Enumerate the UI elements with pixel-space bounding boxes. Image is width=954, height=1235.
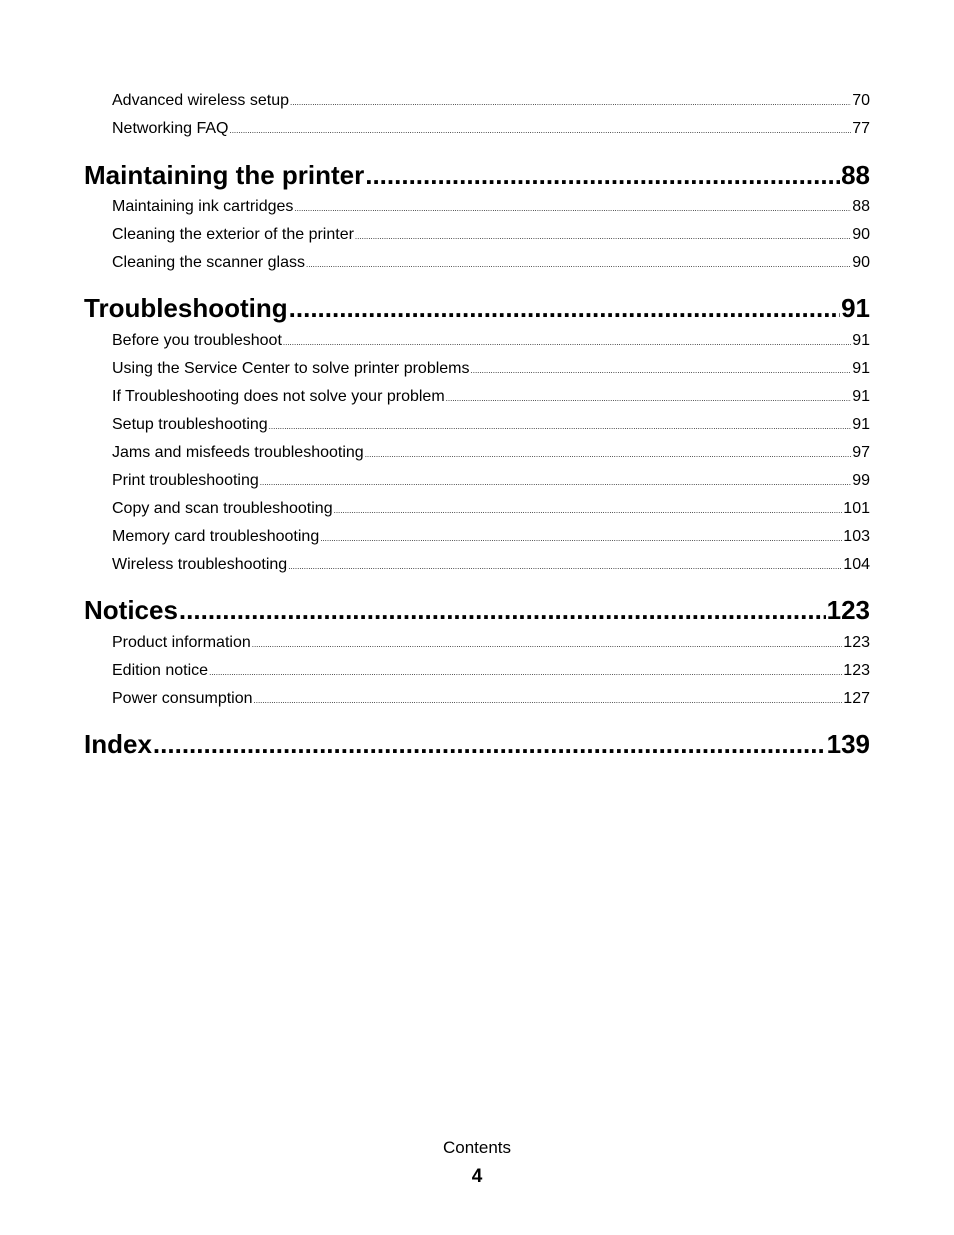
toc-entry[interactable] (112, 358, 870, 380)
toc-chapter-title: Maintaining the printer (84, 160, 365, 190)
toc-entry-title: Setup troubleshooting (112, 416, 268, 433)
toc-entry-title: Product information (112, 634, 251, 651)
toc-entry-page: 104 (843, 556, 870, 573)
toc-entry-page: 123 (843, 634, 870, 651)
toc-entry[interactable] (112, 386, 870, 408)
toc-entry-page: 91 (852, 416, 870, 433)
dot-leader (229, 120, 851, 140)
toc-entry[interactable] (112, 330, 870, 352)
toc-entry-page: 99 (852, 472, 870, 489)
toc-entry[interactable] (112, 688, 870, 710)
toc-entry-page: 123 (843, 662, 870, 679)
toc-entry[interactable] (112, 118, 870, 140)
toc-entry-title: Edition notice (112, 662, 209, 679)
toc-entry-page: 101 (843, 500, 870, 517)
toc-entry-title: Cleaning the scanner glass (112, 254, 306, 271)
toc-entry-title: Advanced wireless setup (112, 92, 289, 109)
toc-chapter[interactable] (84, 158, 870, 192)
toc-entry[interactable] (112, 498, 870, 520)
toc-entry-title: Power consumption (112, 690, 253, 707)
toc-entry[interactable] (112, 224, 870, 246)
toc-chapter[interactable] (84, 593, 870, 627)
toc-entry[interactable] (112, 554, 870, 576)
dot-leader (289, 291, 840, 325)
dot-leader (355, 226, 851, 246)
toc-entry-title: Before you troubleshoot (112, 332, 282, 349)
toc-chapter-title: Notices (84, 595, 178, 625)
dot-leader (179, 593, 826, 627)
toc-entry-page: 88 (852, 198, 870, 215)
toc-entry[interactable] (112, 196, 870, 218)
toc-chapter-page: 91 (841, 293, 870, 323)
toc-entry[interactable] (112, 660, 870, 682)
dot-leader (209, 662, 842, 682)
toc-entry-page: 70 (852, 92, 870, 109)
toc-entry-page: 90 (852, 254, 870, 271)
toc-chapter[interactable] (84, 727, 870, 761)
toc-entry-page: 97 (852, 444, 870, 461)
toc-chapter-page: 123 (826, 595, 870, 625)
toc-entry-title: Wireless troubleshooting (112, 556, 288, 573)
toc-entry-page: 91 (852, 332, 870, 349)
dot-leader (365, 158, 840, 192)
dot-leader (260, 472, 851, 492)
dot-leader (334, 500, 843, 520)
toc-entry[interactable] (112, 526, 870, 548)
footer-page-number: 4 (471, 1166, 483, 1187)
dot-leader (365, 444, 852, 464)
toc-chapter-title: Troubleshooting (84, 293, 288, 323)
dot-leader (252, 634, 843, 654)
toc-entry-page: 91 (852, 360, 870, 377)
dot-leader (471, 360, 852, 380)
toc-entry-title: Jams and misfeeds troubleshooting (112, 444, 364, 461)
toc-chapter-title: Index (84, 729, 152, 759)
dot-leader (320, 528, 842, 548)
footer-section-label: Contents (442, 1138, 512, 1157)
toc-entry[interactable] (112, 442, 870, 464)
dot-leader (306, 254, 851, 274)
toc-entry-title: Memory card troubleshooting (112, 528, 320, 545)
dot-leader (288, 556, 842, 576)
toc-entry-page: 91 (852, 388, 870, 405)
dot-leader (283, 332, 851, 352)
toc-entry-title: Networking FAQ (112, 120, 229, 137)
dot-leader (294, 198, 851, 218)
toc-entry[interactable] (112, 90, 870, 112)
dot-leader (290, 92, 851, 112)
toc-entry[interactable] (112, 252, 870, 274)
toc-chapter-page: 88 (841, 160, 870, 190)
toc-entry-page: 127 (843, 690, 870, 707)
toc-entry-title: If Troubleshooting does not solve your problem (112, 388, 445, 405)
toc-entry-title: Maintaining ink cartridges (112, 198, 294, 215)
dot-leader (269, 416, 852, 436)
toc-entry-title: Print troubleshooting (112, 472, 259, 489)
toc-entry-page: 103 (843, 528, 870, 545)
toc-entry[interactable] (112, 414, 870, 436)
toc-chapter-page: 139 (826, 729, 870, 759)
toc-entry[interactable] (112, 632, 870, 654)
toc-entry-title: Copy and scan troubleshooting (112, 500, 333, 517)
dot-leader (153, 727, 826, 761)
toc-entry-title: Using the Service Center to solve printer problems (112, 360, 470, 377)
toc-entry-page: 77 (852, 120, 870, 137)
toc-entry[interactable] (112, 470, 870, 492)
toc-chapter[interactable] (84, 291, 870, 325)
toc-entry-page: 90 (852, 226, 870, 243)
toc-entry-title: Cleaning the exterior of the printer (112, 226, 354, 243)
dot-leader (446, 388, 852, 408)
dot-leader (254, 690, 843, 710)
